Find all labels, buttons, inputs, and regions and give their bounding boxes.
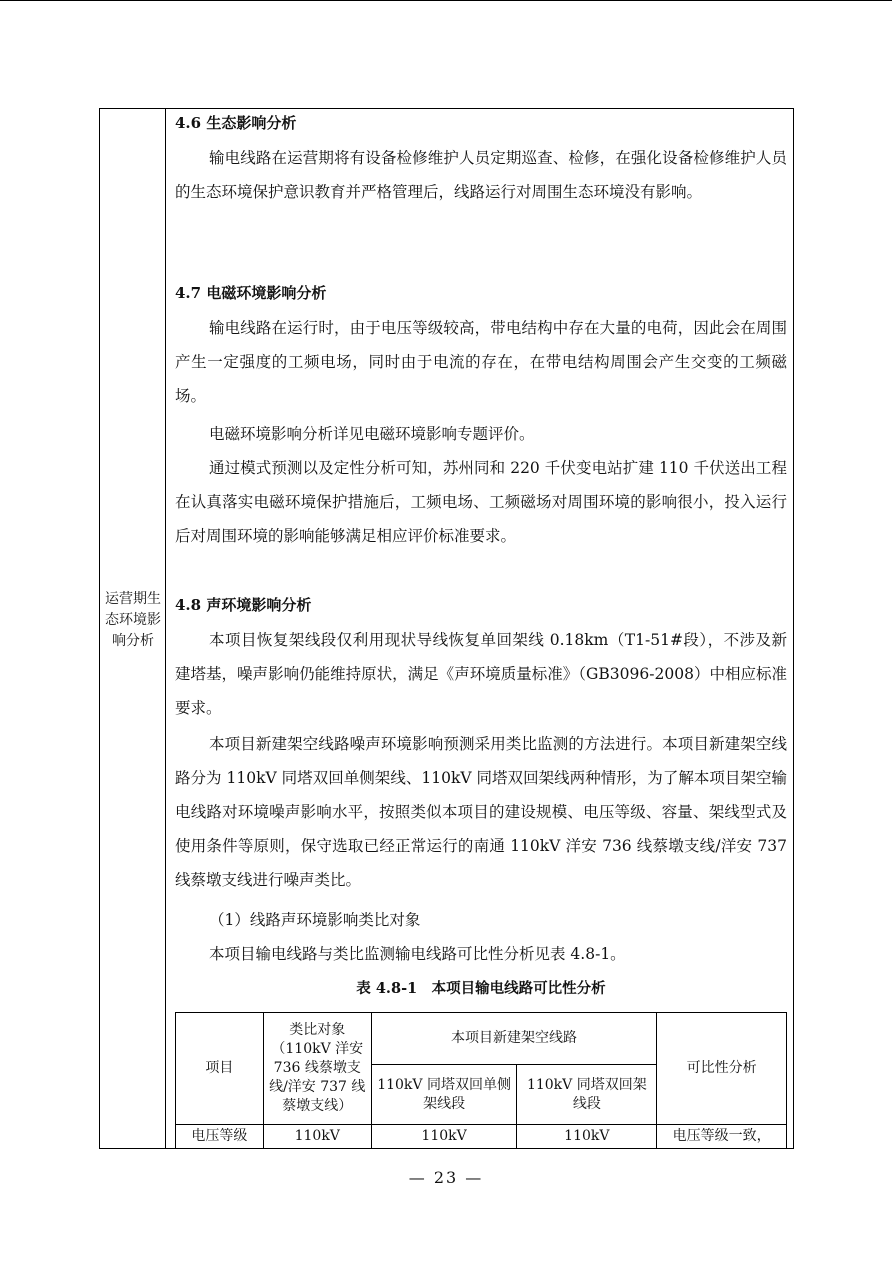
header-reference-line: 类比对象（110kV 洋安 736 线蔡墩支线/洋安 737 线蔡墩支线） — [263, 1013, 371, 1125]
table-cell: 电压等级 — [176, 1125, 264, 1149]
left-column — [100, 109, 166, 1148]
section-4-8-paragraph-3: （1）线路声环境影响类比对象 — [209, 911, 421, 929]
header-comparability: 可比性分析 — [657, 1013, 787, 1125]
section-4-8-title: 4.8 声环境影响分析 — [175, 596, 312, 614]
section-4-7-paragraph-3: 通过模式预测以及定性分析可知，苏州同和 220 千伏变电站扩建 110 千伏送出工程在认真落实电磁环境保护措施后，工频电场、工频磁场对周围环境的影响很小，投入运行后对周围环境的影响能够满足相应评价标准要求。 — [175, 459, 787, 545]
section-4-6-paragraph: 输电线路在运营期将有设备检修维护人员定期巡查、检修，在强化设备检修维护人员的生态环境保护意识教育并严格管理后，线路运行对周围生态环境没有影响。 — [175, 149, 787, 201]
comparability-table — [175, 1012, 787, 1149]
content-frame — [99, 108, 794, 1149]
section-4-8-paragraph-4: 本项目输电线路与类比监测输电线路可比性分析见表 4.8-1。 — [209, 945, 626, 963]
table-cell: 110kV — [371, 1125, 517, 1149]
section-4-7-title: 4.7 电磁环境影响分析 — [175, 284, 327, 302]
header-item: 项目 — [176, 1013, 264, 1125]
top-border-line — [0, 0, 892, 1]
table-cell: 电压等级一致， — [657, 1125, 787, 1149]
header-new-line-double: 110kV 同塔双回架线段 — [517, 1065, 657, 1125]
section-4-7-paragraph-1: 输电线路在运行时，由于电压等级较高，带电结构中存在大量的电荷，因此会在周围产生一定强度的工频电场，同时由于电流的存在，在带电结构周围会产生交变的工频磁场。 — [175, 319, 787, 405]
header-new-line: 本项目新建架空线路 — [371, 1013, 657, 1065]
section-4-8-paragraph-2: 本项目新建架空线路噪声环境影响预测采用类比监测的方法进行。本项目新建架空线路分为 110kV 同塔双回单侧架线、110kV 同塔双回架线两种情形，为了解本项目架空输电线路对环境噪声影响水平，按照类似本项目的建设规模、电压等级、容量、架线型式及使用条件等原则，保守选取已经正常运行的南通 110kV 洋安 736 线蔡墩支线/洋安 737 线蔡墩支线进行噪声类比。 — [175, 735, 787, 889]
table-caption: 表 4.8-1 本项目输电线路可比性分析 — [356, 980, 606, 997]
header-new-line-single-side: 110kV 同塔双回单侧架线段 — [371, 1065, 517, 1125]
section-4-8-paragraph-1: 本项目恢复架线段仅利用现状导线恢复单回架线 0.18km（T1-51#段），不涉及新建塔基，噪声影响仍能维持原状，满足《声环境质量标准》（GB3096-2008）中相应标准要求。 — [175, 631, 787, 717]
table-row — [176, 1125, 787, 1149]
section-4-7-paragraph-2: 电磁环境影响分析详见电磁环境影响专题评价。 — [209, 425, 535, 443]
section-4-6-title: 4.6 生态影响分析 — [175, 114, 297, 132]
left-column-label: 运营期生态环境影响分析 — [105, 591, 161, 649]
table-cell: 110kV — [517, 1125, 657, 1149]
table-cell: 110kV — [263, 1125, 371, 1149]
page-number: — 23 — — [408, 1168, 484, 1187]
